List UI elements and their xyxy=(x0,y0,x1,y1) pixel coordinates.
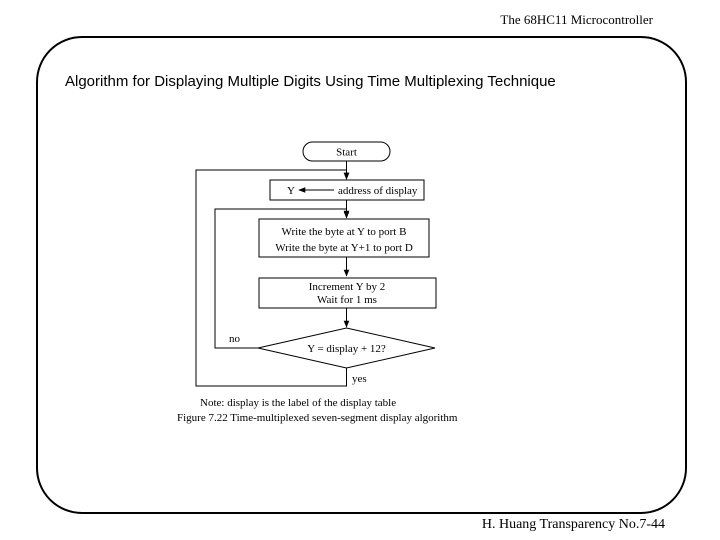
slide-header: The 68HC11 Microcontroller xyxy=(500,12,653,27)
increment-line1: Increment Y by 2 xyxy=(308,281,386,293)
yes-label: yes xyxy=(352,373,367,385)
no-label: no xyxy=(229,333,240,345)
write-line1: Write the byte at Y to port B xyxy=(281,226,407,238)
assign-var: Y xyxy=(287,185,295,197)
decision-label: Y = display + 12? xyxy=(307,343,386,355)
write-line2: Write the byte at Y+1 to port D xyxy=(275,242,413,254)
start-label: Start xyxy=(336,146,357,159)
increment-line2: Wait for 1 ms xyxy=(317,294,377,306)
assign-value: address of display xyxy=(338,185,418,197)
flowchart-note: Note: display is the label of the display table xyxy=(200,397,397,409)
figure-caption: Figure 7.22 Time-multiplexed seven-segment display algorithm xyxy=(177,412,458,424)
slide-title: Algorithm for Displaying Multiple Digits Using Time Multiplexing Technique xyxy=(65,73,556,90)
slide-footer: H. Huang Transparency No.7-44 xyxy=(481,517,665,532)
